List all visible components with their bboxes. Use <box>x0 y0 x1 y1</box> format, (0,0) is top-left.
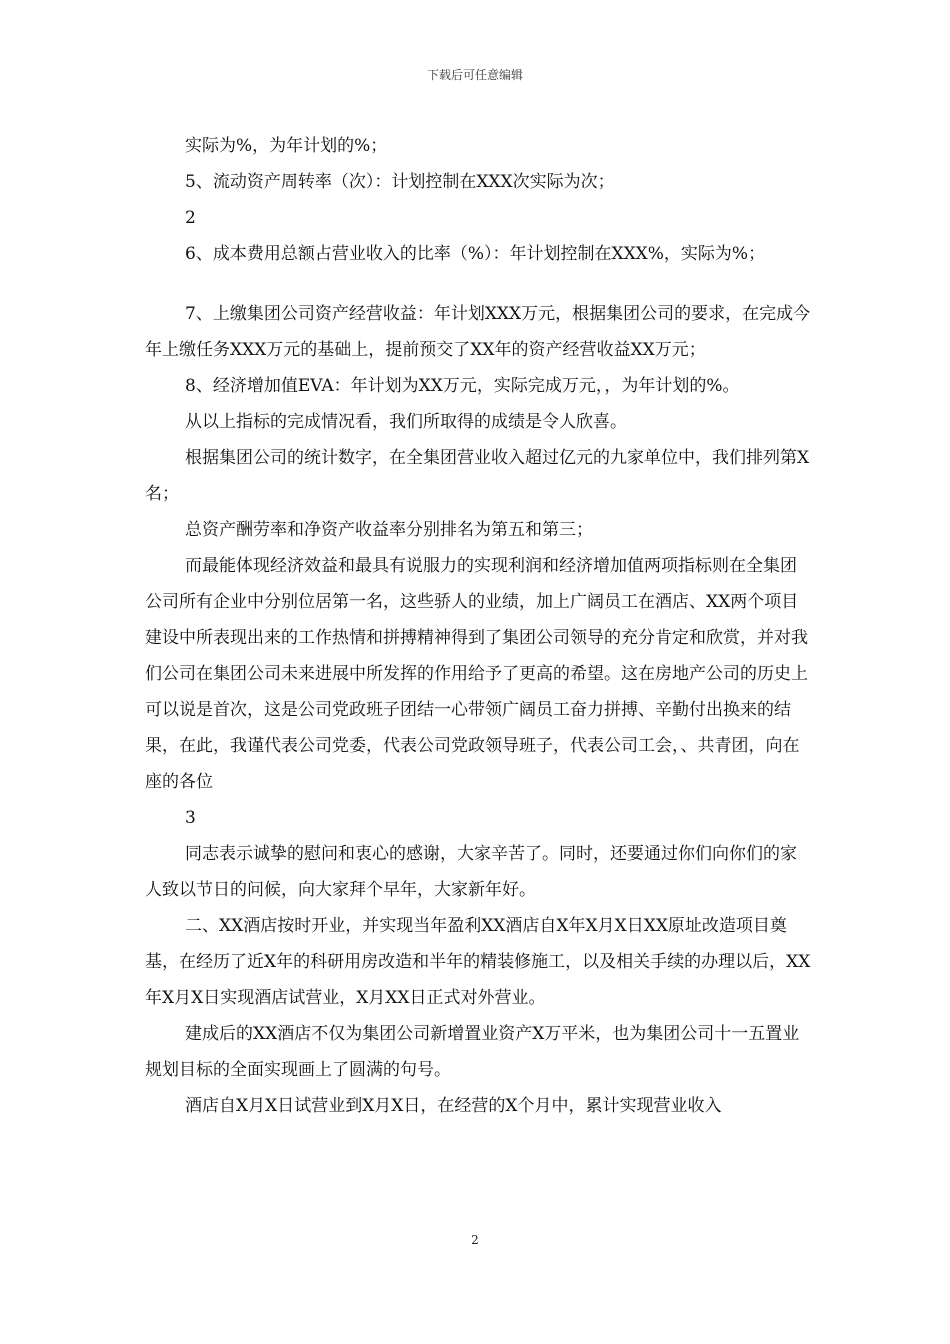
paragraph: 5、流动资产周转率（次）：计划控制在XXX次实际为次； <box>185 172 615 192</box>
paragraph: 同志表示诚挚的慰问和衷心的感谢，大家辛苦了。同时，还要通过你们向你们的家人致以节日的问候，向大家拜个早年，大家新年好。 <box>145 844 797 900</box>
page-header: 下载后可任意编辑 <box>426 68 523 82</box>
paragraph: 7、上缴集团公司资产经营收益：年计划XXX万元，根据集团公司的要求，在完成今年上缴任务XXX万元的基础上，提前预交了XX年的资产经营收益XX万元； <box>145 304 811 360</box>
paragraph: 而最能体现经济效益和最具有说服力的实现利润和经济增加值两项指标则在全集团公司所有企业中分别位居第一名，这些骄人的业绩，加上广阔员工在酒店、XX两个项目建设中所表现出来的工作热情和拼搏精神得到了集团公司领导的充分肯定和欣赏，并对我们公司在集团公司未来进展中所发挥的作用给予了更高的希望。这在房地产公司的历史上可以说是首次，这是公司党政班子团结一心带领广阔员工奋力拼搏、辛勤付出换来的结果，在此，我谨代表公司党委，代表公司党政领导班子，代表公司工会，、共青团，向在座的各位 <box>145 556 808 792</box>
page-marker: 2 <box>185 208 196 228</box>
paragraph: 二、XX酒店按时开业，并实现当年盈利XX酒店自X年X月X日XX原址改造项目奠基，在经历了近X年的科研用房改造和半年的精装修施工，以及相关手续的办理以后，XX年X月X日实现酒店试营业，X月XX日正式对外营业。 <box>145 916 811 1008</box>
spacer <box>145 272 813 296</box>
paragraph: 实际为%，为年计划的%； <box>185 136 388 156</box>
page-number: 2 <box>471 1233 479 1247</box>
paragraph: 酒店自X月X日试营业到X月X日，在经营的X个月中，累计实现营业收入 <box>185 1096 722 1116</box>
paragraph: 建成后的XX酒店不仅为集团公司新增置业资产X万平米，也为集团公司十一五置业规划目标的全面实现画上了圆满的句号。 <box>145 1024 800 1080</box>
paragraph: 总资产酬劳率和净资产收益率分别排名为第五和第三； <box>185 520 593 540</box>
paragraph: 8、经济增加值EVA：年计划为XX万元，实际完成万元，，为年计划的%。 <box>185 376 740 396</box>
paragraph: 从以上指标的完成情况看，我们所取得的成绩是令人欣喜。 <box>185 412 627 432</box>
document-body <box>145 128 813 1124</box>
paragraph: 6、成本费用总额占营业收入的比率（%）：年计划控制在XXX%，实际为%； <box>185 244 766 264</box>
paragraph: 根据集团公司的统计数字，在全集团营业收入超过亿元的九家单位中，我们排列第X名； <box>145 448 810 504</box>
page-marker: 3 <box>185 808 196 828</box>
